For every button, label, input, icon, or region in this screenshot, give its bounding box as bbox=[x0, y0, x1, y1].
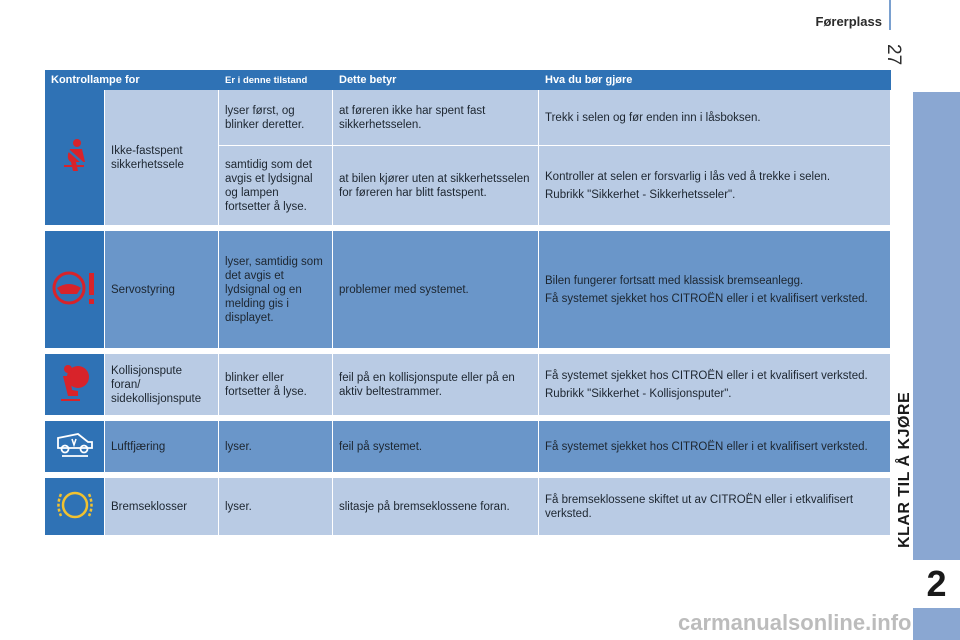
chapter-number: 2 bbox=[926, 563, 947, 604]
page-number: 27 bbox=[883, 44, 904, 66]
table-row bbox=[45, 354, 891, 416]
row-action: Få systemet sjekket hos CITROËN eller i et kvalifisert verksted. Rubrikk "Sikkerhet - Kollisjonsputer". bbox=[539, 354, 891, 416]
row-meaning: at bilen kjører uten at sikkerhetsselen for føreren har blitt fastspent. bbox=[333, 146, 539, 226]
row-action: Kontroller at selen er forsvarlig i lås ved å trekke i selen. Rubrikk "Sikkerhet - Sikkerhetsseler". bbox=[539, 146, 891, 226]
row-name: Ikke-fastspent sikkerhetssele bbox=[105, 90, 219, 226]
airbag-warning-icon bbox=[45, 354, 105, 416]
chapter-sidebar bbox=[913, 92, 960, 640]
watermark: carmanualsonline.info bbox=[678, 610, 912, 635]
row-meaning: feil på en kollisjonspute eller på en aktiv beltestrammer. bbox=[333, 354, 539, 416]
row-meaning: problemer med systemet. bbox=[333, 231, 539, 349]
table-row bbox=[45, 478, 891, 536]
row-action: Få bremseklossene skiftet ut av CITROËN eller i etkvalifisert verksted. bbox=[539, 478, 891, 536]
row-name: Kollisjonspute foran/ sidekollisjonspute bbox=[105, 354, 219, 416]
brake-pads-icon bbox=[45, 478, 105, 536]
table-row bbox=[45, 90, 891, 146]
row-meaning: at føreren ikke har spent fast sikkerhetsselen. bbox=[333, 90, 539, 146]
col-header-meaning: Dette betyr bbox=[333, 70, 539, 90]
row-name: Servostyring bbox=[105, 231, 219, 349]
power-steering-warning-icon bbox=[45, 231, 105, 349]
col-header-lamp: Kontrollampe for bbox=[45, 70, 219, 90]
row-state: lyser. bbox=[219, 478, 333, 536]
table-row bbox=[45, 421, 891, 473]
col-header-action: Hva du bør gjøre bbox=[539, 70, 891, 90]
table-header-row bbox=[45, 70, 891, 90]
row-meaning: feil på systemet. bbox=[333, 421, 539, 473]
chapter-title: KLAR TIL Å KJØRE bbox=[896, 391, 913, 548]
row-state: lyser først, og blinker deretter. bbox=[219, 90, 333, 146]
row-action: Få systemet sjekket hos CITROËN eller i et kvalifisert verksted. bbox=[539, 421, 891, 473]
row-meaning: slitasje på bremseklossene foran. bbox=[333, 478, 539, 536]
warning-lamp-table bbox=[45, 70, 891, 536]
seatbelt-warning-icon bbox=[45, 90, 105, 226]
row-state: blinker eller fortsetter å lyse. bbox=[219, 354, 333, 416]
row-state: lyser. bbox=[219, 421, 333, 473]
row-name: Bremseklosser bbox=[105, 478, 219, 536]
header-divider bbox=[889, 0, 891, 30]
air-suspension-icon bbox=[45, 421, 105, 473]
row-action: Trekk i selen og før enden inn i låsboksen. bbox=[539, 90, 891, 146]
row-state: lyser, samtidig som det avgis et lydsignal og en melding gis i displayet. bbox=[219, 231, 333, 349]
row-name: Luftfjæring bbox=[105, 421, 219, 473]
table-row bbox=[45, 231, 891, 349]
page-header-title: Førerplass bbox=[815, 14, 882, 29]
row-action: Bilen fungerer fortsatt med klassisk bremseanlegg. Få systemet sjekket hos CITROËN eller i et kvalifisert verksted. bbox=[539, 231, 891, 349]
row-state: samtidig som det avgis et lydsignal og lampen fortsetter å lyse. bbox=[219, 146, 333, 226]
col-header-state: Er i denne tilstand bbox=[219, 70, 333, 90]
